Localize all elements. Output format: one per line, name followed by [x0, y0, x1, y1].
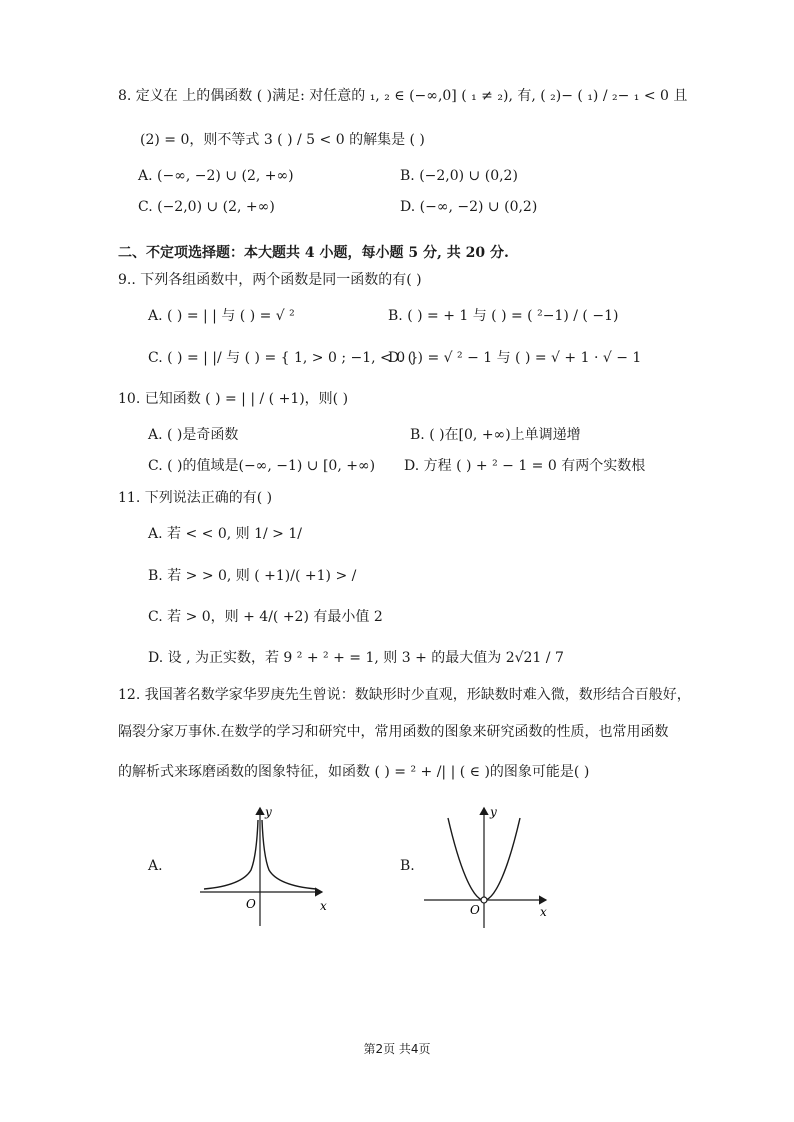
- graph-a-x-label: x: [320, 899, 327, 913]
- q10-option-a: A. ( )是奇函数: [148, 427, 239, 443]
- graph-b-open-point: [481, 897, 487, 903]
- q8-option-d: D. (−∞, −2) ∪ (0,2): [400, 199, 538, 215]
- q8-option-a: A. (−∞, −2) ∪ (2, +∞): [138, 168, 294, 184]
- q8-line2: (2) = 0，则不等式 3 ( ) / 5 < 0 的解集是 ( ): [140, 132, 425, 148]
- q12-line3: 的解析式来琢磨函数的图象特征，如函数 ( ) = ² + /| | ( ∈ )的图象可能是( ): [118, 764, 590, 780]
- q11-option-a: A. 若 < < 0, 则 1/ > 1/: [148, 526, 302, 542]
- q12-line2: 隔裂分家万事休.在数学的学习和研究中，常用函数的图象来研究函数的性质，也常用函数: [118, 724, 669, 740]
- q9-option-a: A. ( ) = | | 与 ( ) = √ ²: [148, 308, 295, 324]
- graph-b-x-label: x: [540, 905, 547, 919]
- q8-option-b: B. (−2,0) ∪ (0,2): [400, 168, 518, 184]
- q9-option-c: C. ( ) = | |/ 与 ( ) = { 1, > 0 ; −1, < 0 }: [148, 350, 419, 366]
- q9-option-d: D. ( ) = √ ² − 1 与 ( ) = √ + 1 · √ − 1: [388, 350, 642, 366]
- graph-a-curve-left: [204, 820, 258, 889]
- q9-stem: 9.. 下列各组函数中，两个函数是同一函数的有( ): [118, 272, 422, 288]
- graph-a-curve-right: [262, 820, 316, 889]
- graph-a-option-label: A.: [148, 858, 163, 874]
- q11-option-c: C. 若 > 0，则 + 4/( +2) 有最小值 2: [148, 609, 383, 625]
- q8-option-c: C. (−2,0) ∪ (2, +∞): [138, 199, 275, 215]
- q10-option-d: D. 方程 ( ) + ² − 1 = 0 有两个实数根: [404, 458, 646, 474]
- q8-line1: 8. 定义在 上的偶函数 ( )满足: 对任意的 ₁, ₂ ∈ (−∞,0] ( ₁ ≠ ₂), 有, ( ₂)− ( ₁) / ₂− ₁ < 0 且: [118, 88, 688, 104]
- graph-b: [420, 800, 580, 940]
- q11-option-b: B. 若 > > 0, 则 ( +1)/( +1) > /: [148, 568, 357, 584]
- graph-b-origin-label: O: [470, 903, 480, 917]
- page-footer: 第2页 共4页: [363, 1042, 431, 1056]
- q11-stem: 11. 下列说法正确的有( ): [118, 490, 273, 506]
- q10-option-c: C. ( )的值域是(−∞, −1) ∪ [0, +∞): [148, 458, 376, 474]
- q9-option-b: B. ( ) = + 1 与 ( ) = ( ²−1) / ( −1): [388, 308, 619, 324]
- q11-option-d: D. 设 , 为正实数，若 9 ² + ² + = 1, 则 3 + 的最大值为 2√21 / 7: [148, 650, 564, 666]
- graph-a-origin-label: O: [246, 897, 256, 911]
- graph-b-option-label: B.: [400, 858, 415, 874]
- q12-line1: 12. 我国著名数学家华罗庚先生曾说：数缺形时少直观，形缺数时难入微，数形结合百般好，: [118, 687, 691, 703]
- section2-title: 二、不定项选择题：本大题共 4 小题，每小题 5 分, 共 20 分.: [118, 245, 509, 261]
- q10-option-b: B. ( )在[0, +∞)上单调递增: [410, 427, 581, 443]
- graph-b-y-label: y: [490, 805, 497, 819]
- graph-a: [196, 800, 356, 940]
- q10-stem: 10. 已知函数 ( ) = | | / ( +1)，则( ): [118, 391, 349, 407]
- graph-a-y-label: y: [265, 805, 272, 819]
